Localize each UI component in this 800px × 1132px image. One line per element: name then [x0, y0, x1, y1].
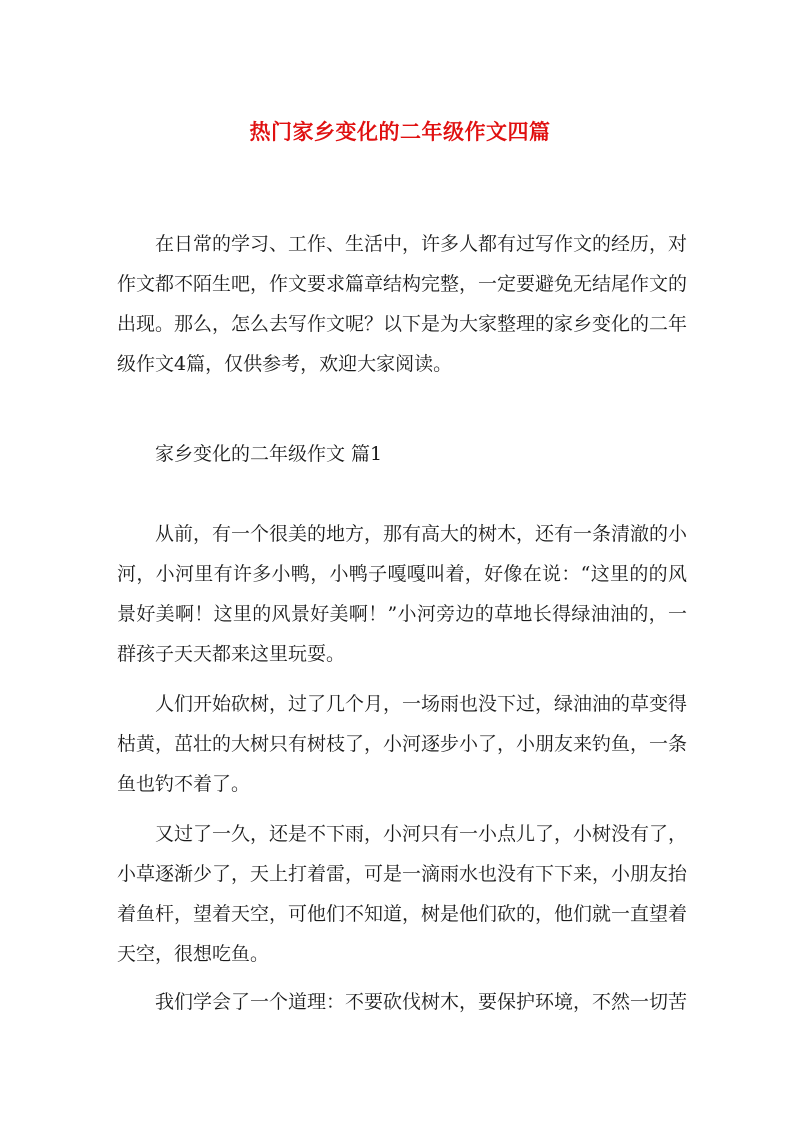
essay-paragraph: 我们学会了一个道理：不要砍伐树木，要保护环境，不然一切苦: [155, 991, 688, 1013]
intro-paragraph: 在日常的学习、工作、生活中，许多人都有过写作文的经历，对作文都不陌生吧，作文要求篇章结构完整，一定要避免无结尾作文的出现。那么，怎么去写作文呢？以下是为大家整理的家乡变化的二年级作文4篇，仅供参考，欢迎大家阅读。: [117, 233, 688, 375]
document-title: 热门家乡变化的二年级作文四篇: [249, 119, 551, 145]
essay-paragraph: 又过了一久，还是不下雨，小河只有一小点儿了，小树没有了，小草逐渐少了，天上打着雷，可是一滴雨水也没有下下来，小朋友抬着鱼杆，望着天空，可他们不知道，树是他们砍的，他们就一直望着天空，很想吃鱼。: [117, 823, 688, 965]
essay-paragraph: 从前，有一个很美的地方，那有高大的树木，还有一条清澈的小河，小河里有许多小鸭，小鸭子嘎嘎叫着，好像在说：“这里的的风景好美啊！这里的风景好美啊！”小河旁边的草地长得绿油油的，一群孩子天天都来这里玩耍。: [117, 523, 688, 665]
essay-paragraph: 人们开始砍树，过了几个月，一场雨也没下过，绿油油的草变得枯黄，茁壮的大树只有树枝了，小河逐步小了，小朋友来钓鱼，一条鱼也钓不着了。: [117, 693, 688, 795]
section-heading: 家乡变化的二年级作文 篇1: [155, 443, 383, 465]
